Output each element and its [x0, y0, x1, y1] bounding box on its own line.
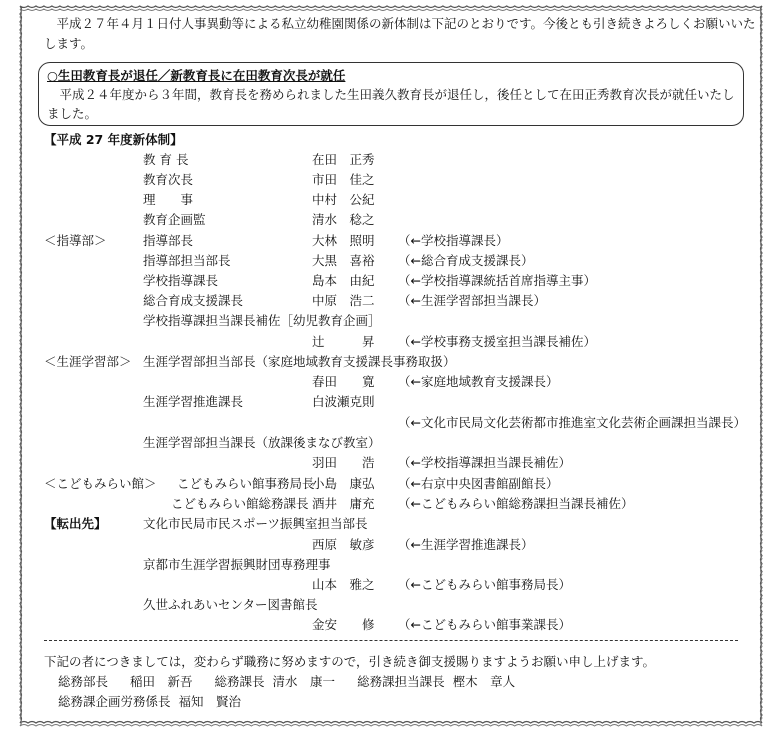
roster-name: 島本 由紀 [312, 273, 375, 288]
roster-name: 大林 照明 [312, 233, 375, 248]
roster-previous-post: （←学校指導課統括首席指導主事） [398, 273, 596, 288]
roster-title: 久世ふれあいセンター図書館長 [143, 597, 318, 612]
staff-name: 樫木 章人 [452, 674, 516, 689]
staff-line [58, 672, 515, 692]
intro-paragraph [44, 14, 756, 54]
roster-title: こどもみらい館総務課長 [171, 496, 309, 511]
roster-name: 金安 修 [312, 617, 375, 632]
staff-title: 総務課企画労務係長 [58, 694, 171, 709]
roster-title: 総合育成支援課長 [143, 293, 244, 308]
staff-title: 総務課担当課長 [357, 674, 445, 689]
notice-box [38, 62, 744, 126]
roster-previous-post: （←こどもみらい館事業課長） [398, 617, 571, 632]
roster-previous-post: （←総合育成支援課長） [398, 253, 534, 268]
dashed-divider [44, 640, 738, 641]
roster-title: 指導部担当部長 [143, 253, 231, 268]
roster-previous-post: （←こどもみらい館総務課担当課長補佐） [398, 496, 634, 511]
roster-previous-post: （←学校事務支援室担当課長補佐） [398, 334, 596, 349]
roster-name: 白波瀬克則 [312, 394, 375, 409]
roster-previous-post: （←家庭地域教育支援課長） [398, 374, 559, 389]
roster-title: 理 事 [143, 192, 194, 207]
roster-name: 中村 公紀 [312, 192, 375, 207]
notice-body: 平成２４年度から３年間，教育長を務められました生田義久教育長が退任し，後任として在田正秀教育次長が就任いたしました。 [47, 87, 735, 121]
roster-name: 清水 稔之 [312, 212, 375, 227]
roster-previous-post: （←学校指導課担当課長補佐） [398, 455, 571, 470]
roster-previous-post: （←右京中央図書館副館長） [398, 476, 559, 491]
roster-group: 【転出先】 [44, 516, 107, 531]
staff-title: 総務部長 [58, 674, 109, 689]
staff-line [58, 692, 241, 712]
staff-name: 稲田 新吾 [130, 674, 193, 689]
roster-group: ＜こどもみらい館＞ [44, 476, 157, 491]
intro-text: 平成２７年４月１日付人事異動等による私立幼稚園関係の新体制は下記のとおりです。今後とも引き続きよろしくお願いいたします。 [44, 16, 756, 51]
roster-title: 生涯学習部担当部長（家庭地域教育支援課長事務取扱） [143, 354, 456, 369]
roster-name: 山本 雅之 [312, 577, 375, 592]
roster-previous-post: （←こどもみらい館事務局長） [398, 577, 571, 592]
staff-title: 総務課長 [214, 674, 265, 689]
roster-name: 市田 佳之 [312, 172, 375, 187]
staff-name: 福知 賢治 [178, 694, 242, 709]
roster-name: 西原 敏彦 [312, 537, 375, 552]
roster-name: 小島 康弘 [312, 476, 375, 491]
roster-name: 酒井 庸充 [312, 496, 375, 511]
roster-previous-post: （←文化市民局文化芸術都市推進室文化芸術企画課担当課長） [398, 415, 746, 430]
roster-name: 辻 昇 [312, 334, 375, 349]
roster-title: 文化市民局市民スポーツ振興室担当部長 [143, 516, 368, 531]
roster-title: 学校指導課長 [143, 273, 219, 288]
section-title: 【平成 27 年度新体制】 [44, 132, 183, 147]
roster-title: 生涯学習部担当課長（放課後まなび教室） [143, 435, 381, 450]
roster-previous-post: （←生涯学習推進課長） [398, 537, 534, 552]
roster-name: 春田 寛 [312, 374, 375, 389]
roster-title: 教育次長 [143, 172, 194, 187]
roster-title: 教育企画監 [143, 212, 206, 227]
notice-heading: ○生田教育長が退任／新教育長に在田教育次長が就任 [47, 68, 346, 83]
roster-name: 羽田 浩 [312, 455, 375, 470]
roster-previous-post: （←学校指導課長） [398, 233, 509, 248]
roster-title: 生涯学習推進課長 [143, 394, 244, 409]
roster-name: 大黒 喜裕 [312, 253, 375, 268]
roster-title: 指導部長 [143, 233, 194, 248]
staff-name: 清水 康一 [272, 674, 336, 689]
roster-group: ＜生涯学習部＞ [44, 354, 132, 369]
roster-title: 教 育 長 [143, 152, 189, 167]
roster-name: 中原 浩二 [312, 293, 375, 308]
closing-text: 下記の者につきましては，変わらず職務に努めますので，引き続き御支援賜りますようお願い申し上げます。 [44, 654, 656, 669]
roster-previous-post: （←生涯学習部担当課長） [398, 293, 546, 308]
roster-title: こどもみらい館事務局長 [177, 476, 315, 491]
roster-title: 学校指導課担当課長補佐［幼児教育企画］ [143, 313, 381, 328]
roster-name: 在田 正秀 [312, 152, 375, 167]
roster-group: ＜指導部＞ [44, 233, 107, 248]
roster-title: 京都市生涯学習振興財団専務理事 [143, 557, 331, 572]
